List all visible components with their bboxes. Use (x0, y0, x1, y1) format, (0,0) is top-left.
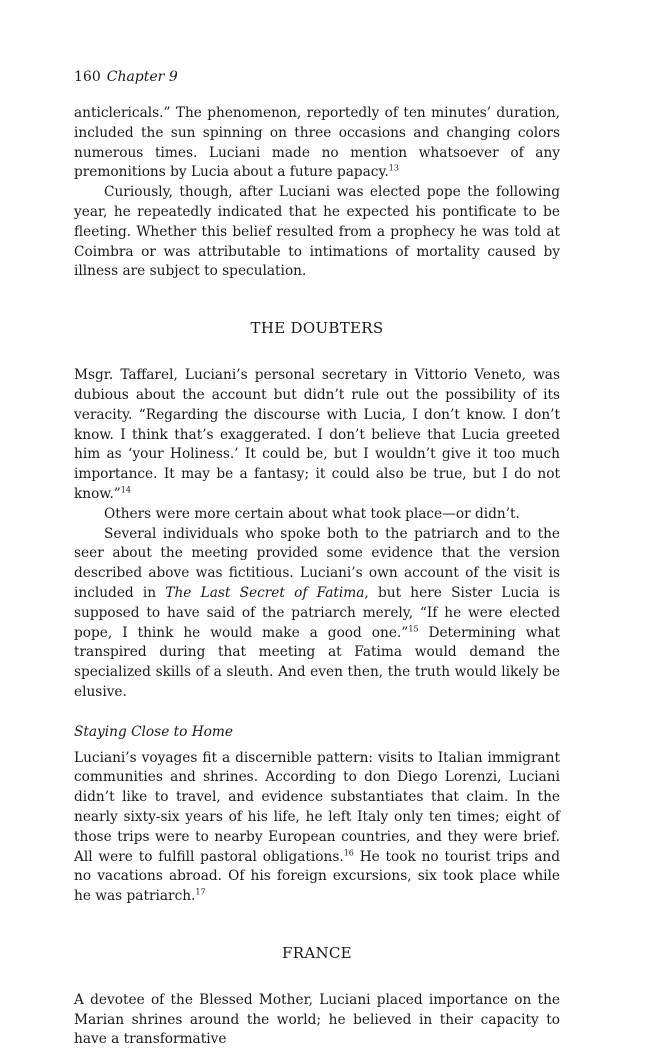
footnote-ref: 13 (388, 163, 399, 173)
subsection-heading: Staying Close to Home (74, 723, 233, 740)
paragraph (74, 991, 560, 1050)
paragraph-text: Determining what transpired during that meeting at Fatima would demand the specialized skills of a sleuth. And even then, the truth would likely be elusive. (74, 624, 560, 700)
paragraph-text: , but here Sister Lucia is supposed to have said of the patriarch merely, “If he were elected pope, I think he would make a good one.” (74, 584, 560, 641)
paragraph-text: Luciani’s voyages fit a discernible pattern: visits to Italian immigrant communities and shrines. According to don Diego Lorenzi, Luciani didn’t like to travel, and evidence substantiates that claim. In the nearly sixty-six years of his life, he left Italy only ten times; eight of those trips were to nearby European countries, and they were brief. All were to fulfill pastoral obligations. (74, 749, 560, 865)
paragraph-text: Msgr. Taffarel, Luciani’s personal secretary in Vittorio Veneto, was dubious about the account but didn’t rule out the possibility of its veracity. “Regarding the discourse with Lucia, I don’t know. I don’t know. I think that’s exaggerated. I don’t believe that Lucia greeted him as ‘your Holiness.’ It could be, but I wouldn’t give it too much importance. It may be a fantasy; it could also be true, but I do not know.” (74, 367, 560, 502)
paragraph (74, 749, 560, 907)
paragraph-text: Curiously, though, after Luciani was elected pope the following year, he repeatedly indicated that he expected his pontificate to be fleeting. Whether this belief resulted from a prophecy he was told at Coimbra or was attributable to intimations of mortality caused by illness are subject to speculation. (74, 184, 560, 280)
paragraph (74, 366, 560, 505)
paragraph-text: He took no tourist trips and no vacations abroad. Of his foreign excursions, six took place while he was patriarch. (74, 848, 560, 905)
footnote-ref: 17 (195, 887, 206, 897)
footnote-ref: 14 (120, 485, 131, 495)
footnote-ref: 15 (408, 623, 419, 633)
paragraph (74, 525, 560, 703)
footnote-ref: 16 (343, 847, 354, 857)
running-head (74, 66, 178, 88)
section-heading: THE DOUBTERS (250, 319, 384, 338)
paragraph-text: A devotee of the Blessed Mother, Luciani placed importance on the Marian shrines around the world; he believed in their capacity to have a transformative (74, 991, 560, 1048)
body-text (74, 104, 560, 1050)
book-title: The Last Secret of Fatima (165, 584, 365, 601)
section-heading: FRANCE (282, 943, 352, 962)
paragraph (74, 183, 560, 282)
paragraph (74, 505, 560, 525)
paragraph-text: Others were more certain about what took place—or didn’t. (104, 505, 520, 522)
page-number: 160 (74, 69, 101, 85)
chapter-label: Chapter 9 (106, 69, 178, 85)
paragraph-text: Several individuals who spoke both to the patriarch and to the seer about the meeting provided some evidence that the version described above was fictitious. Luciani’s own account of the visit is included in (74, 525, 560, 601)
paragraph (74, 104, 560, 183)
paragraph-text: anticlericals.” The phenomenon, reportedly of ten minutes’ duration, included the sun spinning on three occasions and changing colors numerous times. Luciani made no mention whatsoever of any premonitions by Lucia about a future papacy. (74, 105, 560, 181)
